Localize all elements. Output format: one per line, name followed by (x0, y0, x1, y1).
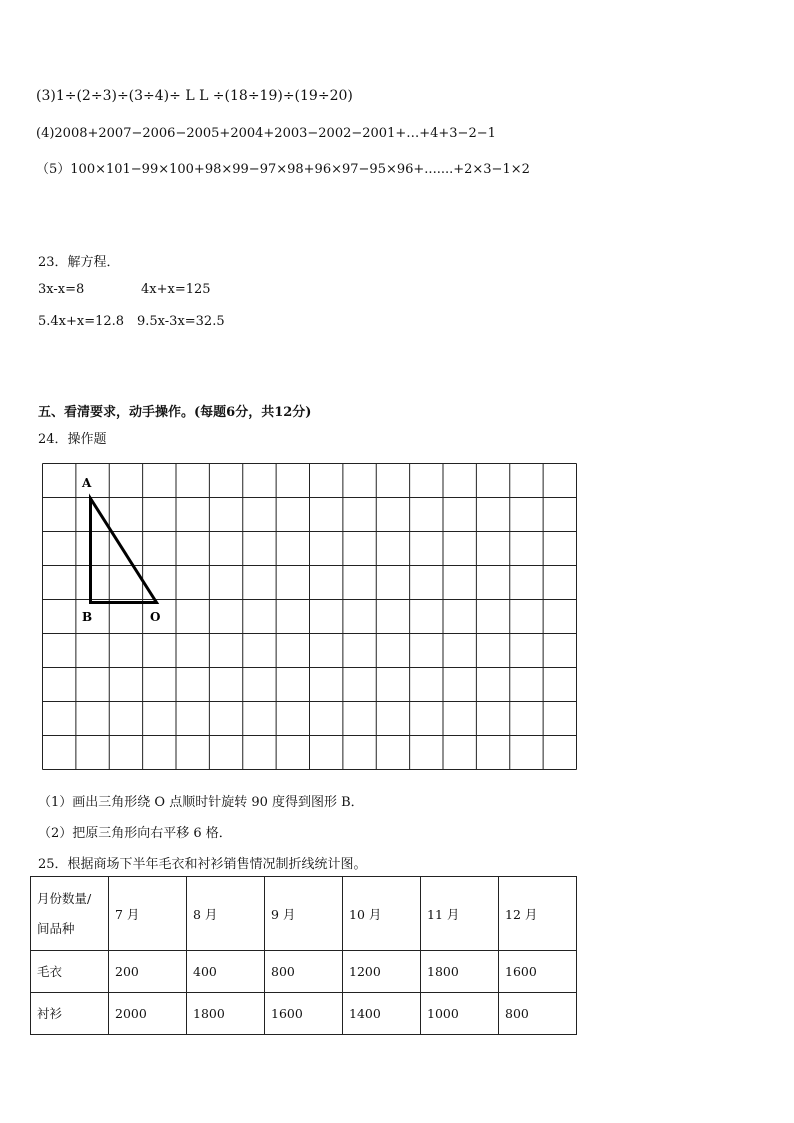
table-cell: 200 (109, 951, 187, 993)
row-label: 衬衫 (31, 993, 109, 1035)
table-cell: 800 (265, 951, 343, 993)
table-cell: 1600 (499, 951, 577, 993)
corner-bottom-label: 间品种 (37, 920, 75, 936)
equation-4: 9.5x-3x=32.5 (137, 314, 225, 329)
table-cell: 1000 (421, 993, 499, 1035)
table-cell: 1200 (343, 951, 421, 993)
exercise-5: （5）100×101−99×100+98×99−97×98+96×97−95×96+.......+2×3−1×2 (36, 162, 530, 177)
exercise-4: (4)2008+2007−2006−2005+2004+2003−2002−2001+…+4+3−2−1 (36, 126, 496, 141)
month-header: 7 月 (109, 877, 187, 951)
table-cell: 1800 (421, 951, 499, 993)
question-23-title: 23．解方程． (38, 255, 120, 270)
month-header: 11 月 (421, 877, 499, 951)
table-row (31, 993, 577, 1035)
table-header-row (31, 877, 577, 951)
month-header: 12 月 (499, 877, 577, 951)
table-cell: 2000 (109, 993, 187, 1035)
label-o: O (150, 610, 161, 624)
question-25-title: 25．根据商场下半年毛衣和衬衫销售情况制折线统计图。 (38, 857, 367, 872)
exercise-3: (3)1÷(2÷3)÷(3÷4)÷ L L ÷(18÷19)÷(19÷20) (36, 88, 353, 104)
grid-lines (43, 464, 577, 770)
table-cell: 800 (499, 993, 577, 1035)
table-row (31, 951, 577, 993)
row-label: 毛衣 (31, 951, 109, 993)
table-cell: 400 (187, 951, 265, 993)
task-1: （1）画出三角形绕 O 点顺时针旋转 90 度得到图形 B． (38, 795, 364, 810)
table-cell: 1800 (187, 993, 265, 1035)
triangle-abo (91, 499, 157, 603)
month-header: 10 月 (343, 877, 421, 951)
month-header: 8 月 (187, 877, 265, 951)
label-b: B (82, 610, 93, 624)
sales-table (30, 876, 577, 1035)
question-24-title: 24．操作题 (38, 432, 107, 447)
table-cell: 1600 (265, 993, 343, 1035)
equation-1: 3x-x=8 (38, 282, 85, 297)
equation-3: 5.4x+x=12.8 (38, 314, 125, 329)
corner-top-label: 月份数量/ (37, 890, 92, 906)
operation-grid (42, 463, 578, 771)
task-2: （2）把原三角形向右平移 6 格． (38, 826, 232, 841)
section-5-heading: 五、看清要求，动手操作。(每题6分，共12分) (38, 405, 312, 420)
equation-2: 4x+x=125 (141, 282, 211, 297)
corner-cell (31, 877, 109, 951)
label-a: A (82, 476, 92, 490)
table-cell: 1400 (343, 993, 421, 1035)
month-header: 9 月 (265, 877, 343, 951)
